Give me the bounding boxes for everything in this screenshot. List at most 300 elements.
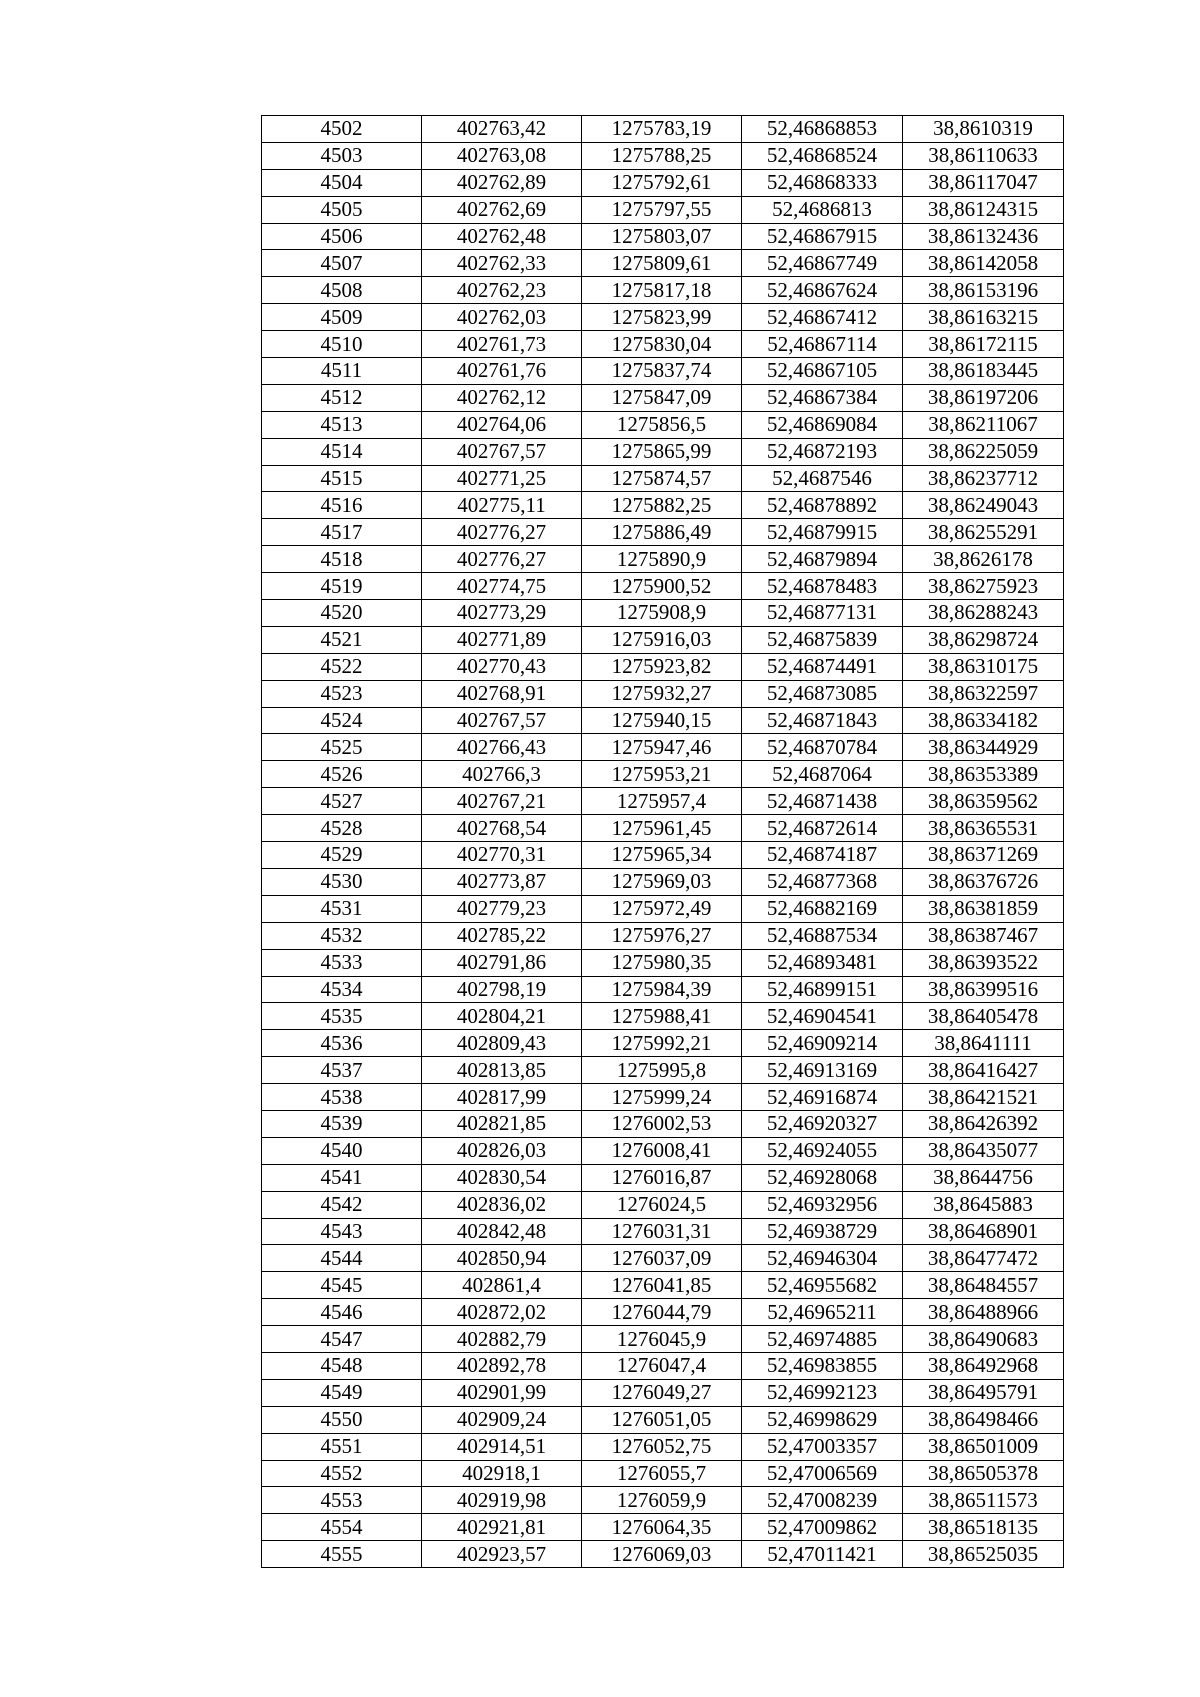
latitude-cell: 52,46870784 bbox=[742, 734, 903, 761]
x-coordinate-cell: 402836,02 bbox=[422, 1191, 582, 1218]
point-number-cell: 4510 bbox=[262, 331, 422, 358]
x-coordinate-cell: 402901,99 bbox=[422, 1379, 582, 1406]
point-number-cell: 4535 bbox=[262, 1003, 422, 1030]
longitude-cell: 38,8645883 bbox=[903, 1191, 1064, 1218]
y-coordinate-cell: 1275886,49 bbox=[582, 519, 742, 546]
point-number-cell: 4505 bbox=[262, 196, 422, 223]
y-coordinate-cell: 1275830,04 bbox=[582, 331, 742, 358]
y-coordinate-cell: 1275953,21 bbox=[582, 761, 742, 788]
point-number-cell: 4555 bbox=[262, 1541, 422, 1568]
latitude-cell: 52,46868524 bbox=[742, 142, 903, 169]
x-coordinate-cell: 402776,27 bbox=[422, 546, 582, 573]
table-row bbox=[262, 519, 1064, 546]
x-coordinate-cell: 402773,29 bbox=[422, 600, 582, 627]
x-coordinate-cell: 402761,76 bbox=[422, 358, 582, 385]
longitude-cell: 38,86393522 bbox=[903, 949, 1064, 976]
y-coordinate-cell: 1275856,5 bbox=[582, 411, 742, 438]
x-coordinate-cell: 402850,94 bbox=[422, 1245, 582, 1272]
x-coordinate-cell: 402791,86 bbox=[422, 949, 582, 976]
y-coordinate-cell: 1276069,03 bbox=[582, 1541, 742, 1568]
table-row bbox=[262, 573, 1064, 600]
point-number-cell: 4545 bbox=[262, 1272, 422, 1299]
latitude-cell: 52,46899151 bbox=[742, 976, 903, 1003]
latitude-cell: 52,46867749 bbox=[742, 250, 903, 277]
table-row bbox=[262, 1218, 1064, 1245]
point-number-cell: 4531 bbox=[262, 895, 422, 922]
x-coordinate-cell: 402768,54 bbox=[422, 815, 582, 842]
point-number-cell: 4546 bbox=[262, 1299, 422, 1326]
longitude-cell: 38,86416427 bbox=[903, 1057, 1064, 1084]
y-coordinate-cell: 1275976,27 bbox=[582, 922, 742, 949]
longitude-cell: 38,86498466 bbox=[903, 1406, 1064, 1433]
longitude-cell: 38,86163215 bbox=[903, 304, 1064, 331]
latitude-cell: 52,46913169 bbox=[742, 1057, 903, 1084]
y-coordinate-cell: 1275837,74 bbox=[582, 358, 742, 385]
x-coordinate-cell: 402872,02 bbox=[422, 1299, 582, 1326]
y-coordinate-cell: 1275947,46 bbox=[582, 734, 742, 761]
x-coordinate-cell: 402767,21 bbox=[422, 788, 582, 815]
latitude-cell: 52,46871843 bbox=[742, 707, 903, 734]
latitude-cell: 52,47009862 bbox=[742, 1514, 903, 1541]
y-coordinate-cell: 1275961,45 bbox=[582, 815, 742, 842]
y-coordinate-cell: 1276052,75 bbox=[582, 1433, 742, 1460]
latitude-cell: 52,47008239 bbox=[742, 1487, 903, 1514]
point-number-cell: 4538 bbox=[262, 1084, 422, 1111]
y-coordinate-cell: 1275803,07 bbox=[582, 223, 742, 250]
longitude-cell: 38,86435077 bbox=[903, 1137, 1064, 1164]
x-coordinate-cell: 402762,89 bbox=[422, 169, 582, 196]
x-coordinate-cell: 402826,03 bbox=[422, 1137, 582, 1164]
point-number-cell: 4534 bbox=[262, 976, 422, 1003]
x-coordinate-cell: 402770,31 bbox=[422, 842, 582, 869]
table-row bbox=[262, 976, 1064, 1003]
table-row bbox=[262, 546, 1064, 573]
x-coordinate-cell: 402921,81 bbox=[422, 1514, 582, 1541]
point-number-cell: 4516 bbox=[262, 492, 422, 519]
latitude-cell: 52,4687064 bbox=[742, 761, 903, 788]
longitude-cell: 38,86124315 bbox=[903, 196, 1064, 223]
latitude-cell: 52,46938729 bbox=[742, 1218, 903, 1245]
x-coordinate-cell: 402762,23 bbox=[422, 277, 582, 304]
y-coordinate-cell: 1275874,57 bbox=[582, 465, 742, 492]
latitude-cell: 52,46871438 bbox=[742, 788, 903, 815]
table-row bbox=[262, 1352, 1064, 1379]
latitude-cell: 52,46878483 bbox=[742, 573, 903, 600]
y-coordinate-cell: 1275900,52 bbox=[582, 573, 742, 600]
y-coordinate-cell: 1275916,03 bbox=[582, 626, 742, 653]
y-coordinate-cell: 1275908,9 bbox=[582, 600, 742, 627]
point-number-cell: 4523 bbox=[262, 680, 422, 707]
longitude-cell: 38,86399516 bbox=[903, 976, 1064, 1003]
x-coordinate-cell: 402785,22 bbox=[422, 922, 582, 949]
longitude-cell: 38,86511573 bbox=[903, 1487, 1064, 1514]
table-row bbox=[262, 250, 1064, 277]
y-coordinate-cell: 1275847,09 bbox=[582, 384, 742, 411]
table-row bbox=[262, 304, 1064, 331]
table-row bbox=[262, 331, 1064, 358]
table-row bbox=[262, 1406, 1064, 1433]
latitude-cell: 52,46867624 bbox=[742, 277, 903, 304]
point-number-cell: 4553 bbox=[262, 1487, 422, 1514]
longitude-cell: 38,86225059 bbox=[903, 438, 1064, 465]
x-coordinate-cell: 402771,25 bbox=[422, 465, 582, 492]
latitude-cell: 52,46887534 bbox=[742, 922, 903, 949]
latitude-cell: 52,46882169 bbox=[742, 895, 903, 922]
table-row bbox=[262, 1299, 1064, 1326]
y-coordinate-cell: 1275969,03 bbox=[582, 868, 742, 895]
longitude-cell: 38,86477472 bbox=[903, 1245, 1064, 1272]
y-coordinate-cell: 1275992,21 bbox=[582, 1030, 742, 1057]
x-coordinate-cell: 402842,48 bbox=[422, 1218, 582, 1245]
y-coordinate-cell: 1276002,53 bbox=[582, 1110, 742, 1137]
latitude-cell: 52,46955682 bbox=[742, 1272, 903, 1299]
latitude-cell: 52,46867915 bbox=[742, 223, 903, 250]
latitude-cell: 52,46965211 bbox=[742, 1299, 903, 1326]
table-row bbox=[262, 492, 1064, 519]
point-number-cell: 4514 bbox=[262, 438, 422, 465]
table-row bbox=[262, 922, 1064, 949]
latitude-cell: 52,46998629 bbox=[742, 1406, 903, 1433]
longitude-cell: 38,86172115 bbox=[903, 331, 1064, 358]
x-coordinate-cell: 402767,57 bbox=[422, 438, 582, 465]
table-row bbox=[262, 949, 1064, 976]
longitude-cell: 38,86495791 bbox=[903, 1379, 1064, 1406]
table-row bbox=[262, 1460, 1064, 1487]
longitude-cell: 38,86255291 bbox=[903, 519, 1064, 546]
longitude-cell: 38,86344929 bbox=[903, 734, 1064, 761]
table-row bbox=[262, 1326, 1064, 1353]
longitude-cell: 38,86249043 bbox=[903, 492, 1064, 519]
latitude-cell: 52,47011421 bbox=[742, 1541, 903, 1568]
y-coordinate-cell: 1275995,8 bbox=[582, 1057, 742, 1084]
table-row bbox=[262, 277, 1064, 304]
table-row bbox=[262, 626, 1064, 653]
y-coordinate-cell: 1275999,24 bbox=[582, 1084, 742, 1111]
table-row bbox=[262, 707, 1064, 734]
latitude-cell: 52,46928068 bbox=[742, 1164, 903, 1191]
point-number-cell: 4509 bbox=[262, 304, 422, 331]
y-coordinate-cell: 1275957,4 bbox=[582, 788, 742, 815]
x-coordinate-cell: 402762,33 bbox=[422, 250, 582, 277]
table-row bbox=[262, 223, 1064, 250]
point-number-cell: 4540 bbox=[262, 1137, 422, 1164]
table-row bbox=[262, 1433, 1064, 1460]
table-row bbox=[262, 142, 1064, 169]
y-coordinate-cell: 1276016,87 bbox=[582, 1164, 742, 1191]
table-row bbox=[262, 1030, 1064, 1057]
y-coordinate-cell: 1276064,35 bbox=[582, 1514, 742, 1541]
y-coordinate-cell: 1275965,34 bbox=[582, 842, 742, 869]
y-coordinate-cell: 1275788,25 bbox=[582, 142, 742, 169]
latitude-cell: 52,46877368 bbox=[742, 868, 903, 895]
point-number-cell: 4547 bbox=[262, 1326, 422, 1353]
longitude-cell: 38,86484557 bbox=[903, 1272, 1064, 1299]
longitude-cell: 38,86237712 bbox=[903, 465, 1064, 492]
table-row bbox=[262, 868, 1064, 895]
latitude-cell: 52,46909214 bbox=[742, 1030, 903, 1057]
x-coordinate-cell: 402775,11 bbox=[422, 492, 582, 519]
x-coordinate-cell: 402770,43 bbox=[422, 653, 582, 680]
y-coordinate-cell: 1276031,31 bbox=[582, 1218, 742, 1245]
point-number-cell: 4536 bbox=[262, 1030, 422, 1057]
latitude-cell: 52,46904541 bbox=[742, 1003, 903, 1030]
y-coordinate-cell: 1276024,5 bbox=[582, 1191, 742, 1218]
point-number-cell: 4507 bbox=[262, 250, 422, 277]
longitude-cell: 38,86505378 bbox=[903, 1460, 1064, 1487]
table-row bbox=[262, 653, 1064, 680]
y-coordinate-cell: 1275988,41 bbox=[582, 1003, 742, 1030]
x-coordinate-cell: 402804,21 bbox=[422, 1003, 582, 1030]
point-number-cell: 4517 bbox=[262, 519, 422, 546]
longitude-cell: 38,86492968 bbox=[903, 1352, 1064, 1379]
longitude-cell: 38,86365531 bbox=[903, 815, 1064, 842]
point-number-cell: 4541 bbox=[262, 1164, 422, 1191]
point-number-cell: 4539 bbox=[262, 1110, 422, 1137]
table-row bbox=[262, 1379, 1064, 1406]
table-row bbox=[262, 600, 1064, 627]
y-coordinate-cell: 1276008,41 bbox=[582, 1137, 742, 1164]
table-row bbox=[262, 1137, 1064, 1164]
x-coordinate-cell: 402892,78 bbox=[422, 1352, 582, 1379]
point-number-cell: 4548 bbox=[262, 1352, 422, 1379]
x-coordinate-cell: 402817,99 bbox=[422, 1084, 582, 1111]
x-coordinate-cell: 402762,69 bbox=[422, 196, 582, 223]
latitude-cell: 52,46867412 bbox=[742, 304, 903, 331]
y-coordinate-cell: 1276037,09 bbox=[582, 1245, 742, 1272]
point-number-cell: 4506 bbox=[262, 223, 422, 250]
y-coordinate-cell: 1275882,25 bbox=[582, 492, 742, 519]
table-row bbox=[262, 815, 1064, 842]
x-coordinate-cell: 402761,73 bbox=[422, 331, 582, 358]
longitude-cell: 38,86371269 bbox=[903, 842, 1064, 869]
latitude-cell: 52,46868333 bbox=[742, 169, 903, 196]
x-coordinate-cell: 402776,27 bbox=[422, 519, 582, 546]
x-coordinate-cell: 402767,57 bbox=[422, 707, 582, 734]
longitude-cell: 38,86488966 bbox=[903, 1299, 1064, 1326]
x-coordinate-cell: 402774,75 bbox=[422, 573, 582, 600]
x-coordinate-cell: 402764,06 bbox=[422, 411, 582, 438]
table-row bbox=[262, 1110, 1064, 1137]
latitude-cell: 52,46867384 bbox=[742, 384, 903, 411]
y-coordinate-cell: 1276059,9 bbox=[582, 1487, 742, 1514]
latitude-cell: 52,46974885 bbox=[742, 1326, 903, 1353]
longitude-cell: 38,86275923 bbox=[903, 573, 1064, 600]
point-number-cell: 4542 bbox=[262, 1191, 422, 1218]
table-row bbox=[262, 1245, 1064, 1272]
point-number-cell: 4520 bbox=[262, 600, 422, 627]
table-row bbox=[262, 1541, 1064, 1568]
point-number-cell: 4552 bbox=[262, 1460, 422, 1487]
point-number-cell: 4511 bbox=[262, 358, 422, 385]
y-coordinate-cell: 1276049,27 bbox=[582, 1379, 742, 1406]
point-number-cell: 4551 bbox=[262, 1433, 422, 1460]
latitude-cell: 52,4687546 bbox=[742, 465, 903, 492]
x-coordinate-cell: 402830,54 bbox=[422, 1164, 582, 1191]
y-coordinate-cell: 1276044,79 bbox=[582, 1299, 742, 1326]
longitude-cell: 38,86525035 bbox=[903, 1541, 1064, 1568]
latitude-cell: 52,46992123 bbox=[742, 1379, 903, 1406]
point-number-cell: 4550 bbox=[262, 1406, 422, 1433]
longitude-cell: 38,86405478 bbox=[903, 1003, 1064, 1030]
longitude-cell: 38,8641111 bbox=[903, 1030, 1064, 1057]
x-coordinate-cell: 402763,42 bbox=[422, 116, 582, 143]
latitude-cell: 52,46877131 bbox=[742, 600, 903, 627]
table-row bbox=[262, 1272, 1064, 1299]
table-row bbox=[262, 1003, 1064, 1030]
latitude-cell: 52,46872614 bbox=[742, 815, 903, 842]
x-coordinate-cell: 402779,23 bbox=[422, 895, 582, 922]
y-coordinate-cell: 1275940,15 bbox=[582, 707, 742, 734]
point-number-cell: 4508 bbox=[262, 277, 422, 304]
longitude-cell: 38,86359562 bbox=[903, 788, 1064, 815]
x-coordinate-cell: 402809,43 bbox=[422, 1030, 582, 1057]
x-coordinate-cell: 402914,51 bbox=[422, 1433, 582, 1460]
latitude-cell: 52,46893481 bbox=[742, 949, 903, 976]
latitude-cell: 52,46924055 bbox=[742, 1137, 903, 1164]
latitude-cell: 52,46879915 bbox=[742, 519, 903, 546]
point-number-cell: 4537 bbox=[262, 1057, 422, 1084]
y-coordinate-cell: 1275823,99 bbox=[582, 304, 742, 331]
table-row bbox=[262, 680, 1064, 707]
x-coordinate-cell: 402762,12 bbox=[422, 384, 582, 411]
x-coordinate-cell: 402766,43 bbox=[422, 734, 582, 761]
table-row bbox=[262, 895, 1064, 922]
point-number-cell: 4512 bbox=[262, 384, 422, 411]
point-number-cell: 4544 bbox=[262, 1245, 422, 1272]
point-number-cell: 4503 bbox=[262, 142, 422, 169]
y-coordinate-cell: 1275972,49 bbox=[582, 895, 742, 922]
point-number-cell: 4504 bbox=[262, 169, 422, 196]
point-number-cell: 4529 bbox=[262, 842, 422, 869]
longitude-cell: 38,86132436 bbox=[903, 223, 1064, 250]
latitude-cell: 52,46879894 bbox=[742, 546, 903, 573]
table-row bbox=[262, 734, 1064, 761]
table-row bbox=[262, 116, 1064, 143]
x-coordinate-cell: 402918,1 bbox=[422, 1460, 582, 1487]
point-number-cell: 4527 bbox=[262, 788, 422, 815]
longitude-cell: 38,8626178 bbox=[903, 546, 1064, 573]
point-number-cell: 4515 bbox=[262, 465, 422, 492]
longitude-cell: 38,86501009 bbox=[903, 1433, 1064, 1460]
table-row bbox=[262, 1164, 1064, 1191]
point-number-cell: 4521 bbox=[262, 626, 422, 653]
point-number-cell: 4532 bbox=[262, 922, 422, 949]
x-coordinate-cell: 402882,79 bbox=[422, 1326, 582, 1353]
point-number-cell: 4528 bbox=[262, 815, 422, 842]
longitude-cell: 38,86310175 bbox=[903, 653, 1064, 680]
y-coordinate-cell: 1276041,85 bbox=[582, 1272, 742, 1299]
longitude-cell: 38,86153196 bbox=[903, 277, 1064, 304]
x-coordinate-cell: 402798,19 bbox=[422, 976, 582, 1003]
latitude-cell: 52,4686813 bbox=[742, 196, 903, 223]
longitude-cell: 38,86183445 bbox=[903, 358, 1064, 385]
longitude-cell: 38,86387467 bbox=[903, 922, 1064, 949]
table-row bbox=[262, 1057, 1064, 1084]
point-number-cell: 4554 bbox=[262, 1514, 422, 1541]
x-coordinate-cell: 402773,87 bbox=[422, 868, 582, 895]
table-row bbox=[262, 169, 1064, 196]
x-coordinate-cell: 402821,85 bbox=[422, 1110, 582, 1137]
point-number-cell: 4530 bbox=[262, 868, 422, 895]
y-coordinate-cell: 1275783,19 bbox=[582, 116, 742, 143]
latitude-cell: 52,46872193 bbox=[742, 438, 903, 465]
coordinates-table bbox=[261, 115, 1064, 1568]
coordinates-table-body bbox=[262, 116, 1064, 1568]
y-coordinate-cell: 1275932,27 bbox=[582, 680, 742, 707]
y-coordinate-cell: 1275890,9 bbox=[582, 546, 742, 573]
longitude-cell: 38,86197206 bbox=[903, 384, 1064, 411]
latitude-cell: 52,46867114 bbox=[742, 331, 903, 358]
longitude-cell: 38,86211067 bbox=[903, 411, 1064, 438]
table-row bbox=[262, 1191, 1064, 1218]
longitude-cell: 38,86322597 bbox=[903, 680, 1064, 707]
x-coordinate-cell: 402763,08 bbox=[422, 142, 582, 169]
longitude-cell: 38,86381859 bbox=[903, 895, 1064, 922]
table-row bbox=[262, 411, 1064, 438]
longitude-cell: 38,86288243 bbox=[903, 600, 1064, 627]
longitude-cell: 38,86421521 bbox=[903, 1084, 1064, 1111]
longitude-cell: 38,86490683 bbox=[903, 1326, 1064, 1353]
point-number-cell: 4513 bbox=[262, 411, 422, 438]
longitude-cell: 38,86117047 bbox=[903, 169, 1064, 196]
latitude-cell: 52,46868853 bbox=[742, 116, 903, 143]
point-number-cell: 4518 bbox=[262, 546, 422, 573]
table-row bbox=[262, 438, 1064, 465]
longitude-cell: 38,86298724 bbox=[903, 626, 1064, 653]
point-number-cell: 4524 bbox=[262, 707, 422, 734]
x-coordinate-cell: 402762,03 bbox=[422, 304, 582, 331]
point-number-cell: 4543 bbox=[262, 1218, 422, 1245]
table-row bbox=[262, 358, 1064, 385]
longitude-cell: 38,8610319 bbox=[903, 116, 1064, 143]
table-row bbox=[262, 1487, 1064, 1514]
y-coordinate-cell: 1275984,39 bbox=[582, 976, 742, 1003]
y-coordinate-cell: 1276055,7 bbox=[582, 1460, 742, 1487]
point-number-cell: 4549 bbox=[262, 1379, 422, 1406]
longitude-cell: 38,86334182 bbox=[903, 707, 1064, 734]
point-number-cell: 4519 bbox=[262, 573, 422, 600]
point-number-cell: 4533 bbox=[262, 949, 422, 976]
y-coordinate-cell: 1275980,35 bbox=[582, 949, 742, 976]
x-coordinate-cell: 402762,48 bbox=[422, 223, 582, 250]
x-coordinate-cell: 402919,98 bbox=[422, 1487, 582, 1514]
latitude-cell: 52,46874187 bbox=[742, 842, 903, 869]
table-row bbox=[262, 196, 1064, 223]
x-coordinate-cell: 402766,3 bbox=[422, 761, 582, 788]
latitude-cell: 52,46869084 bbox=[742, 411, 903, 438]
longitude-cell: 38,86426392 bbox=[903, 1110, 1064, 1137]
latitude-cell: 52,47006569 bbox=[742, 1460, 903, 1487]
point-number-cell: 4526 bbox=[262, 761, 422, 788]
latitude-cell: 52,46920327 bbox=[742, 1110, 903, 1137]
table-row bbox=[262, 1084, 1064, 1111]
latitude-cell: 52,46878892 bbox=[742, 492, 903, 519]
x-coordinate-cell: 402909,24 bbox=[422, 1406, 582, 1433]
table-row bbox=[262, 761, 1064, 788]
longitude-cell: 38,86142058 bbox=[903, 250, 1064, 277]
latitude-cell: 52,46874491 bbox=[742, 653, 903, 680]
latitude-cell: 52,46983855 bbox=[742, 1352, 903, 1379]
x-coordinate-cell: 402771,89 bbox=[422, 626, 582, 653]
x-coordinate-cell: 402861,4 bbox=[422, 1272, 582, 1299]
point-number-cell: 4502 bbox=[262, 116, 422, 143]
point-number-cell: 4522 bbox=[262, 653, 422, 680]
y-coordinate-cell: 1275809,61 bbox=[582, 250, 742, 277]
y-coordinate-cell: 1276045,9 bbox=[582, 1326, 742, 1353]
y-coordinate-cell: 1276051,05 bbox=[582, 1406, 742, 1433]
latitude-cell: 52,46873085 bbox=[742, 680, 903, 707]
latitude-cell: 52,46946304 bbox=[742, 1245, 903, 1272]
